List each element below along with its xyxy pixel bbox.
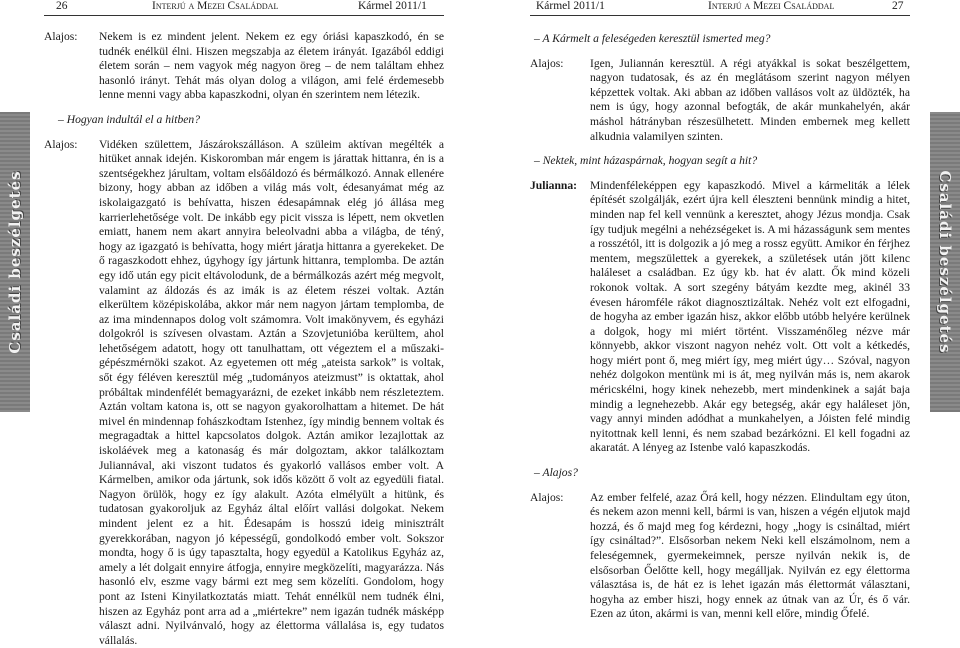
left-tab-label: Családi beszélgetés bbox=[6, 170, 24, 354]
answer-text: Az ember felfelé, azaz Őrá kell, hogy nézzen. Elindultam egy úton, és nekem azon menni kell, bármi is van, hiszen a végén eljutok majd hozzá, és ő majd meg fog kérdezni, hogy „hogy is csináltad, miért így csináltad?”. Elsősorban nekem Neki kell elszámolnom, nem a feleségemnek, gyermekeimnek, persze nyilván nekik is, de elsősorban Őelőtte kell, hogy megálljak. Nyilván ez egy élettorma választása is, de hát ez is lehet igazán más élettormát választani, hogyha az ember hiszi, hogy ennek az útnak van az Úr, és ő vár. Ezen az úton, akármi is van, menni kell előre, mindig Őfelé. bbox=[590, 490, 910, 621]
left-entry-1 bbox=[44, 30, 444, 103]
left-text-column bbox=[44, 30, 444, 648]
interview-question: – Hogyan indultál el a hitben? bbox=[58, 112, 201, 126]
right-entry-1 bbox=[530, 57, 910, 145]
right-text-column bbox=[530, 30, 910, 622]
answer-text: Vidéken születtem, Jászárokszálláson. A szüleim aktívan megélték a hitüket annak idején. Kiskoromban már engem is járattak hittanra, én is a szentségekhez járultam, voltam elsőáldozó és bérmálkozó. Annak ellenére bizony, hogy abban az időben a világ más volt, édesanyámat még az iskolaigazgató is behívatta, hiszen édesapámnak elég jó állása meg karrierlehetősége volt. De inkább egy picit visszа is lépett, nem okvetlen emiatt, hanem nem akart annyira beleolvadni abba a világba, de téný, hogy az igazgató is behívatta, hogy miért járatja hittanra a gyerekeket. De ő ragaszkodott ehhez, úgyhogy így jártunk hittanra, templomba. De aztán egy idő után egy picit eltávolodunk, de a bérmálkozás azért még megvolt, valamint az áldozás és az imák is az életem részei voltak. Aztán elkerültem középiskolába, akkor már nem nagyon jártam templomba, de az ima mindennapos dolog volt számomra. Volt imakönyvem, és egyházi dolgokról is szívesen olvastam. Aztán a Szovjetunióba kerültem, ahol lehetőségem adatott, hogy ott tanulhattam, ott végeztem el a műszaki-gépészmérnöki szakot. Az egyetemen ott még „ateista sarkok” is voltak, sőt égy féléven keresztül még „tudományos ateizmust” is oktattak, ahol próbáltak mindenfélét bemagyarázni, de ezeket inkább nem részleteztem. Aztán voltam katona is, ott se nagyon gyakorolhattam a hitemet. De hát mivel én mindennap fohászkodtam Istenhez, így mindig bennem voltak és megragadtak a hittel kapcsolatos dolgok. Aztán amikor lezajlottak az iskoláévek meg a katonaság és már dolgoztam, akkor találkoztam Juliannával, aki viszont tudatos és gyakorló vallásos ember volt. A Kármelben, amikor oda jártunk, sok idős között ő volt az egyedüli fiatal. Nagyon örülök, hogy ez így alakult. Azóta elmélyült a hitünk, és tudatosan gyakoroljuk az Egyház által előírt vallási dolgokat. Nekem mindent jelent ez a hit. Édesapám is hosszú ideig minisztrált gyerekkorában, nagyon jó képességű, gondolkodó ember volt. Sokszor mondta, hogy ő is úgy tapasztalta, hogy egyedül a Katolikus Egyház az, amely a lét dolgait ennyire átfogja, ennyire megközelíti, magyarázza. Nás hasonló elv, eszme vagy bármi ezt meg sem közelíti. Gondolom, hogy pont az Isteni Kinyilatkoztatás miatt. Tehát ennélkül nem tudnék élni, hiszen az Egyház pont arra ad a „miértekre” nem igazán tudnék másképp választ adni. Nyilvánvaló, hogy az élettorma vállalása is, egy tudatos vállalás. bbox=[99, 137, 444, 647]
speaker-label: Alajos: bbox=[530, 56, 564, 70]
interview-question: – Nektek, mint házaspárnak, hogyan segít a hit? bbox=[534, 154, 758, 168]
left-section-tab bbox=[0, 112, 30, 412]
right-page-number: 27 bbox=[892, 0, 904, 12]
right-section-tab bbox=[930, 112, 960, 412]
speaker-label: Alajos: bbox=[44, 30, 78, 43]
right-tab-label: Családi beszélgetés bbox=[936, 170, 954, 354]
interview-question: – A Kármelt a feleségeden keresztül ismerted meg? bbox=[534, 32, 771, 45]
right-entry-2 bbox=[530, 179, 910, 456]
left-page-number: 26 bbox=[56, 0, 68, 12]
answer-text: Mindenféleképpen egy kapaszkodó. Mivel a kármeliták a lélek építését szolgálják, ezért újra kell éleszteni bennünk mindig a hitet, minden nap fel kell vennünk a keresztet, ahogy Jézus mondja. Csak így tudjuk megélni a nehézségeket is. A mi házasságunk sem mentes a rosszétól, itt is dolgozik a jó meg a rossz együtt. Amikor én férjhez mentem, megszülettek a gyerekek, a születések után jött kilenc haláleset a családban. Ez úgy kb. hat év alatt. Ők mind közeli rokonok voltak. A sort szegény bátyám kezdte meg, akinél 33 évesen háromféle rákot diagnosztizáltak. Nehéz volt ezt elfogadni, de hogyha az ember igazán hisz, akkor előbb utóbb helyére kerülnek a dolgok, hogy mi miért történt. Visszaménőleg nézve már könnyebb, akkor viszont nagyon nehéz volt. Ott volt a kétkedés, hogy miért pont ő, meg miért így, meg miért úgy… Szóval, nagyon nehéz dolgokon mentünk mi is át, meg nyilván más is, nem akarok méricskélni, hogy kinek nehezebb, mert mindenkinek a saját baja mindig a legnehezebb. Akár egy betegség, akár egy haláleset jön, vagy annyi minden adódhat a munkahelyen, a Jóisten felé mindig nyitottnak kell lenni, és nem szabad bezárkózni. El kell fogadni az akaratát. A lényeg az Istenbe való kapaszkodás. bbox=[590, 178, 910, 455]
answer-text: Igen, Juliannán keresztül. A régi atyákkal is sokat beszélgettem, nagyon tudatosak, és az én meglátásom szerint nagyon mélyen képzettek voltak. Aki abban az időben vallásos volt az üldözték, ha nem is úgy, hogy azonnal befogták, de akár munkahelyén, akár máshol hátrányban részesülhetett. Minden embernek meg kellett alkudnia valamilyen szinten. bbox=[590, 56, 910, 143]
left-header-rule bbox=[44, 15, 444, 16]
right-running-title: Interjú a Mezei Családdal bbox=[708, 0, 835, 12]
right-entry-3 bbox=[530, 491, 910, 622]
speaker-label: Alajos: bbox=[44, 137, 78, 151]
right-header-rule bbox=[530, 15, 910, 16]
left-running-date: Kármel 2011/1 bbox=[358, 0, 427, 12]
speaker-label: Julianna: bbox=[530, 178, 578, 192]
speaker-label: Alajos: bbox=[530, 490, 564, 504]
interview-question: – Alajos? bbox=[534, 466, 578, 480]
left-running-title: Interjú a Mezei Családdal bbox=[152, 0, 279, 12]
answer-text: Nekem is ez mindent jelent. Nekem ez egy óriási kapaszkodó, én se tudnék enélkül élni. Hiszen megszabja az életem irányát. Igazából eddigi életem során – nem vagyok még nagyon öreg – de nem találtam ehhez hasonló irányt. Tehát más olyan dolog a világon, ami felé érdemesebb lenne menni vagy abba kapaszkodni, olyan én szerintem nem létezik. bbox=[99, 30, 444, 102]
right-page bbox=[480, 0, 960, 621]
right-running-date: Kármel 2011/1 bbox=[536, 0, 605, 12]
left-entry-2 bbox=[44, 138, 444, 648]
left-page bbox=[0, 0, 480, 647]
